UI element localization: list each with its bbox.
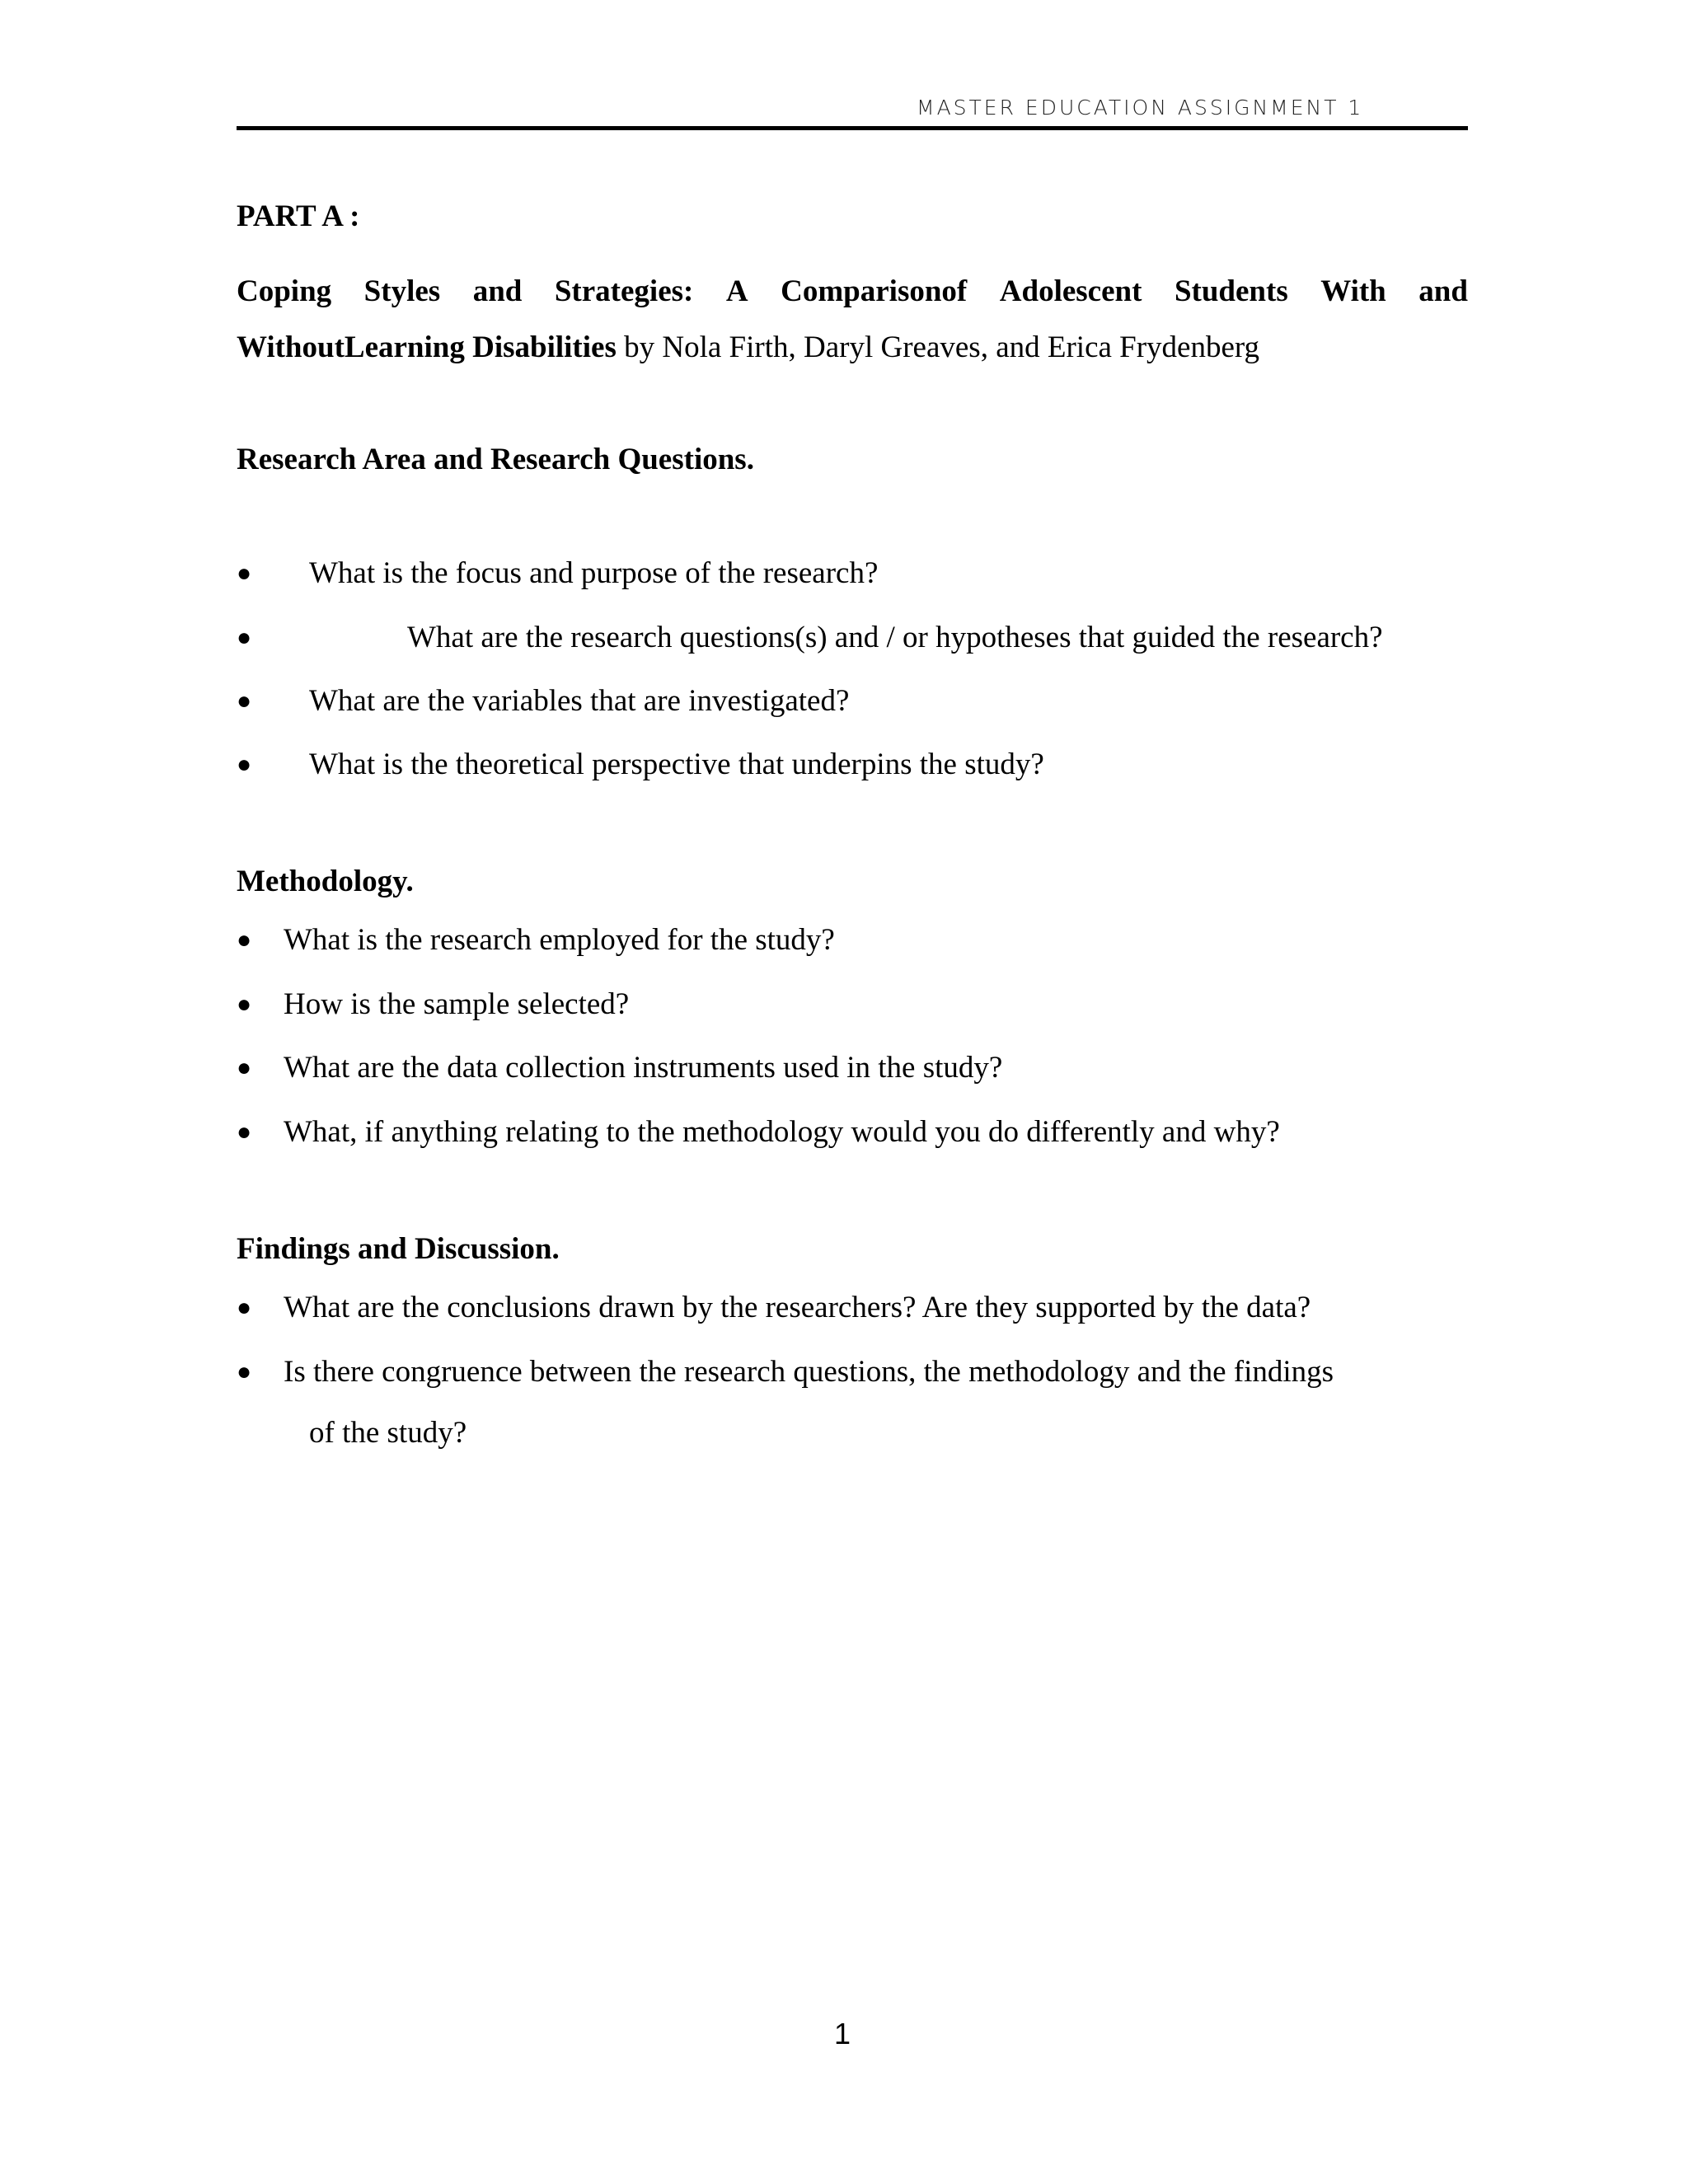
bullet-icon: ● [237,560,252,587]
title-word: With [1320,274,1386,308]
title-word: Styles [363,274,441,308]
title-word: and [472,274,523,308]
article-authors: by Nola Firth, Daryl Greaves, and Erica Frydenberg [616,330,1260,364]
bullet-icon: ● [237,991,252,1018]
bullet-icon: ● [237,687,252,715]
title-word: and [1418,274,1468,308]
title-word: Coping [237,274,332,308]
document-page: MASTER EDUCATION ASSIGNMENT 1 PART A : Coping Styles and Strategies: A Comparisonof Adolescent Students With and WithoutLearning Disabilities by Nola Firth, Daryl Greaves, and Erica Frydenberg Research Area and Research Questions. ● What is the focus and purpose of the research? ● What are the research questions(s) and / or hypotheses that guided the research? ● What are the variables that are investigated? ● What is the theoretical perspective that underpins the study? Methodology. ● What is the research employed for the study? ● How is the sample selected? ● What are the data collection instruments used in the study? ● What, if anything relating to the methodology would you do differently and why? Findings and Discussion. ● What are the conclusions drawn by the researchers? Are they supported by the data? ● Is there congruence between the research questions, the methodology and the findings of the study? 1 [237,96,1468,2050]
title-word: Comparisonof [781,274,968,308]
title-word: Strategies: [554,274,694,308]
bullet-icon: ● [237,1054,252,1081]
article-title-line-2 [237,330,1259,366]
bullet-icon: ● [237,1294,252,1321]
article-title-line-1 [237,274,1468,310]
header-rule [237,126,1468,130]
bullet-icon: ● [237,1358,252,1385]
running-header: MASTER EDUCATION ASSIGNMENT 1 [917,96,1364,120]
section-heading-methodology: Methodology. [237,865,414,898]
section-heading-research-area: Research Area and Research Questions. [237,443,754,476]
title-word: Adolescent [999,274,1142,308]
bullet-icon: ● [237,926,252,954]
part-heading: PART A : [237,199,360,233]
bullet-icon: ● [237,751,252,778]
bullet-icon: ● [237,1118,252,1146]
page-number: 1 [834,2017,851,2050]
section-heading-findings: Findings and Discussion. [237,1232,560,1266]
article-title-end: WithoutLearning Disabilities [237,330,617,364]
bullet-icon: ● [237,624,252,651]
title-word: Students [1174,274,1288,308]
title-word: A [725,274,748,308]
